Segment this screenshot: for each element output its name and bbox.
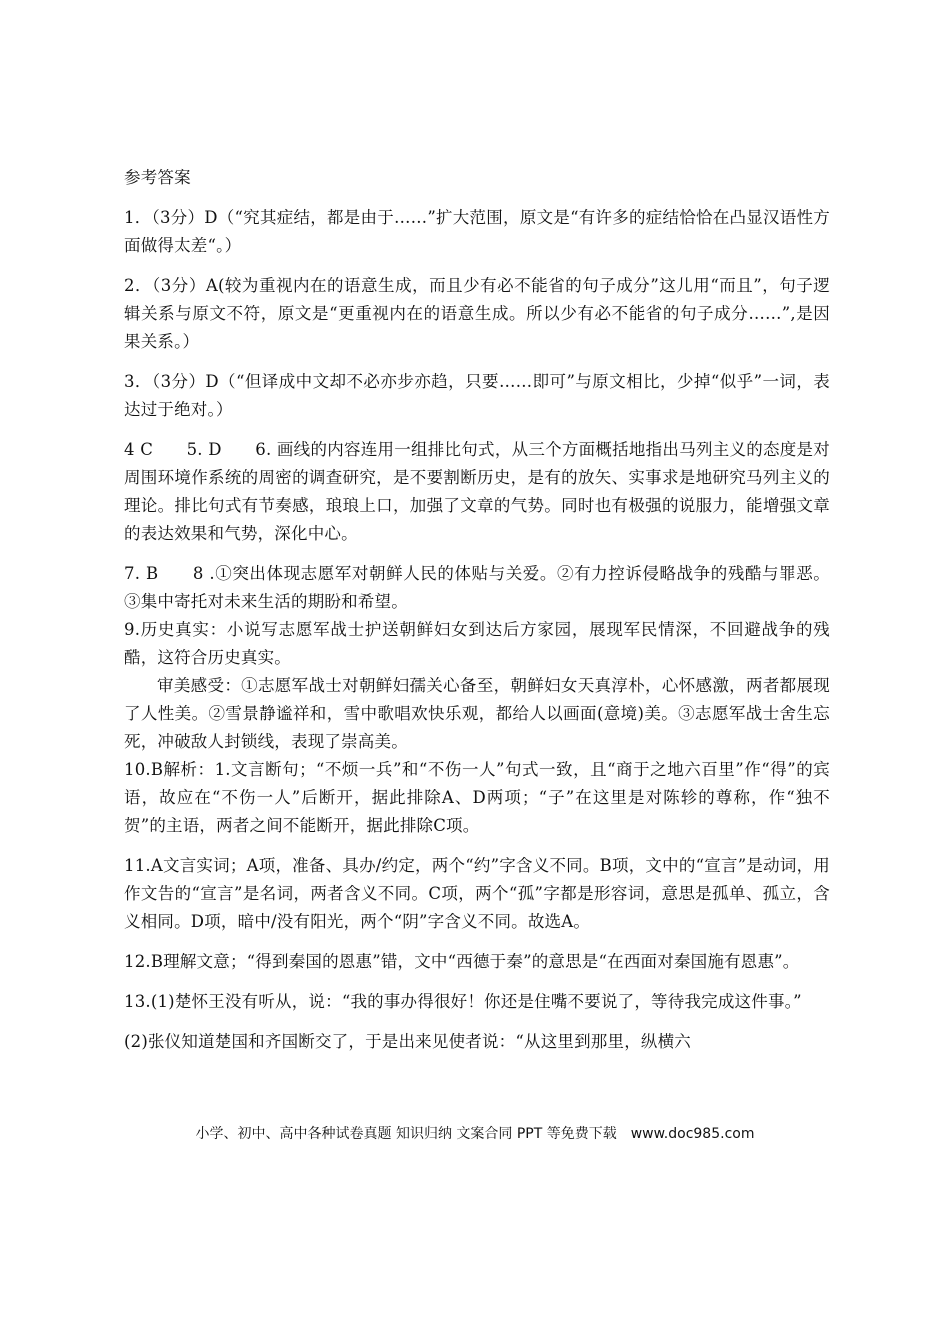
answer-3: 3．（3分）D（“但译成中文却不必亦步亦趋，只要……即可”与原文相比，少掉“似乎”一词，表达过于绝对。） xyxy=(124,372,830,419)
answer-1: 1．（3分）D（“究其症结，都是由于……”扩大范围，原文是“有许多的症结恰恰在凸显汉语性方面做得太差“。） xyxy=(124,208,830,255)
answer-7-8: 7. B 8 .①突出体现志愿军对朝鲜人民的体贴与关爱。②有力控诉侵略战争的残酷与罪恶。③集中寄托对未来生活的期盼和希望。 xyxy=(124,564,830,611)
answer-4-6: 4 C 5. D 6. 画线的内容连用一组排比句式，从三个方面概括地指出马列主义的态度是对周围环境作系统的周密的调查研究，是不要割断历史，是有的放矢、实事求是地研究马列主义的理论。排比句式有节奏感，琅琅上口，加强了文章的气势。同时也有极强的说服力，能增强文章的表达效果和气势，深化中心。 xyxy=(124,440,830,543)
answer-13-2: (2)张仪知道楚国和齐国断交了，于是出来见使者说：“从这里到那里，纵横六 xyxy=(124,1032,692,1051)
answer-9-aesthetic: 审美感受：①志愿军战士对朝鲜妇孺关心备至，朝鲜妇女天真淳朴，心怀感激，两者都展现了人性美。②雪景静谧祥和，雪中歌唱欢快乐观，都给人以画面(意境)美。③志愿军战士舍生忘死，冲破敌人封锁线，表现了崇高美。 xyxy=(124,676,830,751)
footer-watermark: 小学、初中、高中各种试卷真题 知识归纳 文案合同 PPT 等免费下载 www.doc985.com xyxy=(195,1126,755,1142)
heading: 参考答案 xyxy=(124,168,191,187)
answer-content xyxy=(124,164,830,1068)
answer-2: 2．（3分）A(较为重视内在的语意生成，而且少有必不能省的句子成分”这儿用“而且”，句子逻辑关系与原文不符，原文是“更重视内在的语意生成。所以少有必不能省的句子成分……”,是因果关系。） xyxy=(124,276,830,351)
answer-10: 10.B解析：1.文言断句；“不烦一兵”和“不伤一人”句式一致，且“商于之地六百里”作“得”的宾语，故应在“不伤一人”后断开，据此排除A、D两项；“子”在这里是对陈轸的尊称，作“独不贺”的主语，两者之间不能断开，据此排除C项。 xyxy=(124,760,830,835)
answer-13-1: 13.(1)楚怀王没有听从，说：“我的事办得很好！你还是住嘴不要说了，等待我完成这件事。” xyxy=(124,992,802,1011)
answer-11: 11.A文言实词；A项，准备、具办/约定，两个“约”字含义不同。B项，文中的“宣言”是动词，用作文告的“宣言”是名词，两者含义不同。C项，两个“孤”字都是形容词，意思是孤单、孤立，含义相同。D项，暗中/没有阳光，两个“阴”字含义不同。故选A。 xyxy=(124,856,830,931)
answer-12: 12.B理解文意；“得到秦国的恩惠”错，文中“西德于秦”的意思是“在西面对秦国施有恩惠”。 xyxy=(124,952,800,971)
answer-9-history: 9.历史真实：小说写志愿军战士护送朝鲜妇女到达后方家园，展现军民情深，不回避战争的残酷，这符合历史真实。 xyxy=(124,620,830,667)
